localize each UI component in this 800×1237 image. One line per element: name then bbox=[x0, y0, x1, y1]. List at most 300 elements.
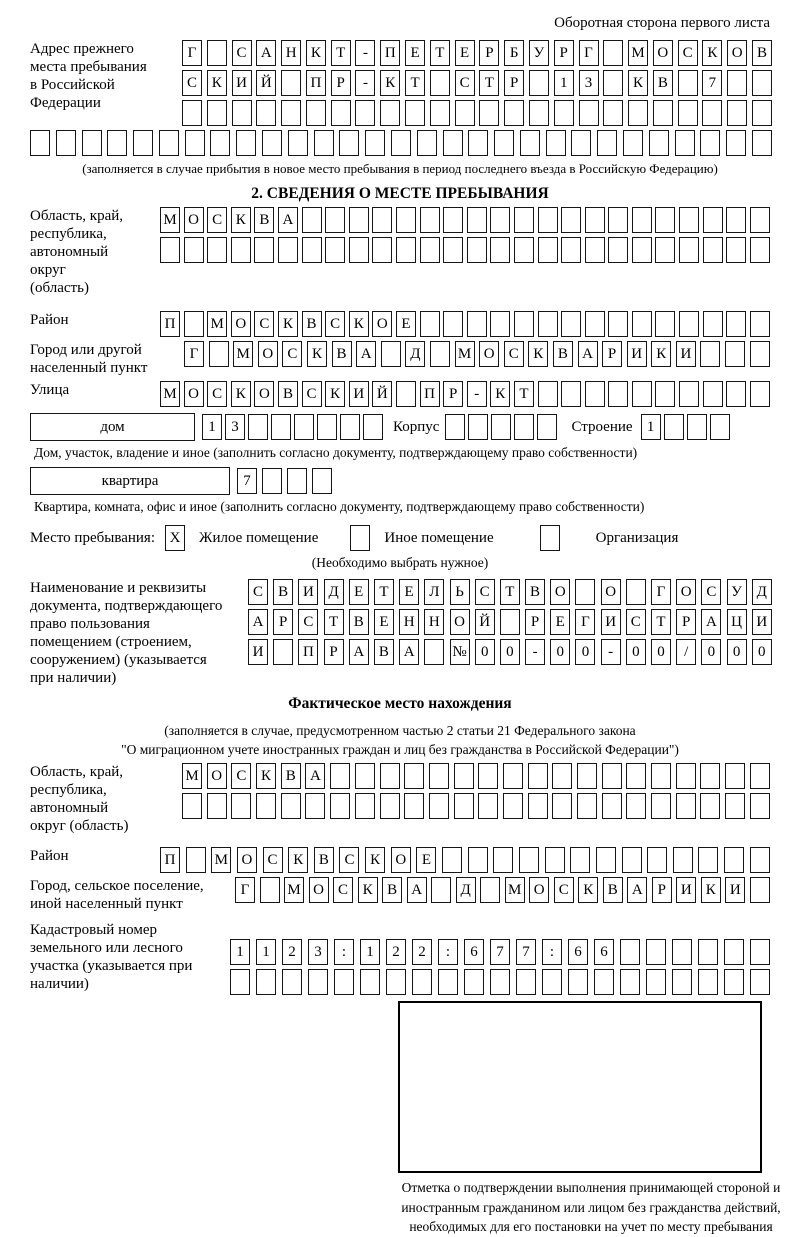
char-box[interactable] bbox=[700, 341, 720, 367]
char-box[interactable] bbox=[490, 237, 510, 263]
char-box[interactable]: А bbox=[356, 341, 376, 367]
char-box[interactable] bbox=[602, 793, 622, 819]
char-box[interactable] bbox=[490, 311, 510, 337]
char-box[interactable] bbox=[479, 100, 499, 126]
char-box[interactable] bbox=[698, 969, 718, 995]
char-box[interactable] bbox=[725, 763, 745, 789]
char-box[interactable]: К bbox=[349, 311, 369, 337]
char-box[interactable]: Т bbox=[514, 381, 534, 407]
char-box[interactable] bbox=[632, 207, 652, 233]
char-box[interactable]: Г bbox=[651, 579, 671, 605]
char-box[interactable] bbox=[503, 793, 523, 819]
char-box[interactable]: В bbox=[525, 579, 545, 605]
char-box[interactable] bbox=[185, 130, 205, 156]
char-box[interactable] bbox=[420, 311, 440, 337]
char-box[interactable] bbox=[561, 311, 581, 337]
char-box[interactable]: М bbox=[284, 877, 304, 903]
char-box[interactable] bbox=[687, 414, 707, 440]
char-box[interactable]: О bbox=[653, 40, 673, 66]
char-box[interactable]: О bbox=[309, 877, 329, 903]
char-box[interactable]: К bbox=[701, 877, 721, 903]
char-box[interactable]: Й bbox=[256, 70, 276, 96]
char-box[interactable] bbox=[577, 763, 597, 789]
char-box[interactable]: А bbox=[256, 40, 276, 66]
char-box[interactable] bbox=[646, 969, 666, 995]
char-box[interactable] bbox=[726, 237, 746, 263]
char-box[interactable]: В bbox=[302, 311, 322, 337]
char-box[interactable] bbox=[107, 130, 127, 156]
char-box[interactable] bbox=[529, 100, 549, 126]
char-box[interactable]: 3 bbox=[225, 414, 245, 440]
char-box[interactable]: Р bbox=[443, 381, 463, 407]
char-box[interactable]: В bbox=[374, 639, 394, 665]
char-box[interactable] bbox=[360, 969, 380, 995]
char-box[interactable] bbox=[404, 763, 424, 789]
char-box[interactable] bbox=[672, 969, 692, 995]
char-box[interactable]: 0 bbox=[727, 639, 747, 665]
char-box[interactable] bbox=[700, 793, 720, 819]
char-box[interactable]: К bbox=[307, 341, 327, 367]
char-box[interactable]: И bbox=[601, 609, 621, 635]
stay-type-checkbox-organization[interactable] bbox=[530, 525, 574, 551]
char-box[interactable] bbox=[672, 939, 692, 965]
char-box[interactable]: 6 bbox=[464, 939, 484, 965]
char-box[interactable] bbox=[623, 130, 643, 156]
char-box[interactable] bbox=[302, 237, 322, 263]
char-box[interactable]: 0 bbox=[651, 639, 671, 665]
char-box[interactable]: Е bbox=[349, 579, 369, 605]
char-box[interactable] bbox=[350, 525, 370, 551]
char-box[interactable] bbox=[262, 130, 282, 156]
char-box[interactable] bbox=[622, 847, 642, 873]
char-box[interactable] bbox=[655, 381, 675, 407]
char-box[interactable] bbox=[585, 381, 605, 407]
char-box[interactable] bbox=[703, 311, 723, 337]
char-box[interactable] bbox=[750, 969, 770, 995]
char-box[interactable] bbox=[596, 847, 616, 873]
char-box[interactable] bbox=[260, 877, 280, 903]
char-box[interactable]: О bbox=[479, 341, 499, 367]
char-box[interactable] bbox=[381, 341, 401, 367]
char-box[interactable]: Т bbox=[430, 40, 450, 66]
char-box[interactable]: 7 bbox=[490, 939, 510, 965]
char-box[interactable]: О bbox=[529, 877, 549, 903]
char-box[interactable] bbox=[186, 847, 206, 873]
char-box[interactable] bbox=[467, 237, 487, 263]
char-box[interactable] bbox=[380, 793, 400, 819]
char-box[interactable]: Р bbox=[273, 609, 293, 635]
char-box[interactable] bbox=[504, 100, 524, 126]
char-box[interactable] bbox=[703, 207, 723, 233]
char-box[interactable] bbox=[281, 100, 301, 126]
char-box[interactable] bbox=[726, 311, 746, 337]
char-box[interactable] bbox=[160, 237, 180, 263]
char-box[interactable]: К bbox=[325, 381, 345, 407]
char-box[interactable] bbox=[404, 793, 424, 819]
char-box[interactable] bbox=[608, 311, 628, 337]
char-box[interactable]: И bbox=[232, 70, 252, 96]
char-box[interactable] bbox=[725, 341, 745, 367]
char-box[interactable]: В bbox=[603, 877, 623, 903]
char-box[interactable] bbox=[727, 70, 747, 96]
char-box[interactable]: Б bbox=[504, 40, 524, 66]
char-box[interactable]: 0 bbox=[701, 639, 721, 665]
char-box[interactable] bbox=[334, 969, 354, 995]
char-box[interactable] bbox=[424, 639, 444, 665]
char-box[interactable]: Р bbox=[479, 40, 499, 66]
char-box[interactable] bbox=[349, 237, 369, 263]
char-box[interactable] bbox=[230, 969, 250, 995]
char-box[interactable] bbox=[726, 130, 746, 156]
char-box[interactable]: : bbox=[542, 939, 562, 965]
char-box[interactable]: Е bbox=[455, 40, 475, 66]
char-box[interactable] bbox=[585, 237, 605, 263]
char-box[interactable]: С bbox=[298, 609, 318, 635]
char-box[interactable]: А bbox=[248, 609, 268, 635]
char-box[interactable] bbox=[514, 237, 534, 263]
char-box[interactable] bbox=[726, 381, 746, 407]
char-box[interactable] bbox=[520, 130, 540, 156]
char-box[interactable]: Р bbox=[676, 609, 696, 635]
char-box[interactable] bbox=[396, 381, 416, 407]
char-box[interactable] bbox=[678, 70, 698, 96]
char-box[interactable]: М bbox=[211, 847, 231, 873]
char-box[interactable] bbox=[519, 847, 539, 873]
char-box[interactable]: Р bbox=[652, 877, 672, 903]
char-box[interactable]: Н bbox=[399, 609, 419, 635]
char-box[interactable] bbox=[182, 100, 202, 126]
char-box[interactable] bbox=[349, 207, 369, 233]
char-box[interactable] bbox=[365, 130, 385, 156]
char-box[interactable] bbox=[676, 793, 696, 819]
char-box[interactable] bbox=[727, 100, 747, 126]
char-box[interactable]: X bbox=[165, 525, 185, 551]
char-box[interactable]: А bbox=[399, 639, 419, 665]
char-box[interactable] bbox=[207, 40, 227, 66]
char-box[interactable]: К bbox=[358, 877, 378, 903]
char-box[interactable]: 3 bbox=[308, 939, 328, 965]
char-box[interactable] bbox=[254, 237, 274, 263]
char-box[interactable] bbox=[248, 414, 268, 440]
char-box[interactable] bbox=[529, 70, 549, 96]
char-box[interactable] bbox=[294, 414, 314, 440]
char-box[interactable]: Р bbox=[554, 40, 574, 66]
char-box[interactable] bbox=[528, 793, 548, 819]
char-box[interactable]: Е bbox=[399, 579, 419, 605]
char-box[interactable] bbox=[391, 130, 411, 156]
char-box[interactable]: Т bbox=[324, 609, 344, 635]
char-box[interactable]: : bbox=[438, 939, 458, 965]
char-box[interactable] bbox=[231, 237, 251, 263]
char-box[interactable] bbox=[30, 130, 50, 156]
char-box[interactable]: 7 bbox=[237, 468, 257, 494]
char-box[interactable]: П bbox=[298, 639, 318, 665]
char-box[interactable] bbox=[273, 639, 293, 665]
char-box[interactable]: Г bbox=[182, 40, 202, 66]
char-box[interactable]: А bbox=[701, 609, 721, 635]
char-box[interactable]: В bbox=[281, 763, 301, 789]
char-box[interactable] bbox=[262, 468, 282, 494]
char-box[interactable]: Т bbox=[374, 579, 394, 605]
char-box[interactable]: Е bbox=[405, 40, 425, 66]
char-box[interactable] bbox=[724, 969, 744, 995]
char-box[interactable] bbox=[330, 763, 350, 789]
char-box[interactable] bbox=[620, 939, 640, 965]
char-box[interactable] bbox=[396, 237, 416, 263]
char-box[interactable] bbox=[538, 381, 558, 407]
char-box[interactable]: Р bbox=[324, 639, 344, 665]
char-box[interactable]: С bbox=[254, 311, 274, 337]
char-box[interactable] bbox=[752, 100, 772, 126]
char-box[interactable] bbox=[698, 939, 718, 965]
char-box[interactable] bbox=[442, 847, 462, 873]
char-box[interactable] bbox=[597, 130, 617, 156]
char-box[interactable] bbox=[443, 311, 463, 337]
char-box[interactable] bbox=[568, 969, 588, 995]
char-box[interactable]: 0 bbox=[752, 639, 772, 665]
char-box[interactable] bbox=[750, 847, 770, 873]
char-box[interactable] bbox=[420, 237, 440, 263]
char-box[interactable]: К bbox=[380, 70, 400, 96]
char-box[interactable] bbox=[608, 381, 628, 407]
char-box[interactable] bbox=[700, 763, 720, 789]
char-box[interactable] bbox=[546, 130, 566, 156]
char-box[interactable]: И bbox=[676, 877, 696, 903]
char-box[interactable] bbox=[330, 793, 350, 819]
char-box[interactable]: В bbox=[553, 341, 573, 367]
char-box[interactable] bbox=[386, 969, 406, 995]
char-box[interactable] bbox=[278, 237, 298, 263]
char-box[interactable] bbox=[750, 311, 770, 337]
char-box[interactable]: 6 bbox=[594, 939, 614, 965]
char-box[interactable] bbox=[703, 381, 723, 407]
char-box[interactable]: К bbox=[651, 341, 671, 367]
char-box[interactable] bbox=[700, 130, 720, 156]
char-box[interactable]: К bbox=[628, 70, 648, 96]
char-box[interactable]: У bbox=[529, 40, 549, 66]
char-box[interactable]: О bbox=[254, 381, 274, 407]
char-box[interactable] bbox=[710, 414, 730, 440]
char-box[interactable] bbox=[678, 100, 698, 126]
char-box[interactable] bbox=[561, 207, 581, 233]
char-box[interactable] bbox=[302, 207, 322, 233]
char-box[interactable] bbox=[209, 341, 229, 367]
char-box[interactable]: Н bbox=[281, 40, 301, 66]
char-box[interactable]: К bbox=[578, 877, 598, 903]
char-box[interactable]: О bbox=[601, 579, 621, 605]
char-box[interactable]: Д bbox=[456, 877, 476, 903]
char-box[interactable]: П bbox=[380, 40, 400, 66]
char-box[interactable] bbox=[594, 969, 614, 995]
char-box[interactable] bbox=[608, 207, 628, 233]
char-box[interactable] bbox=[750, 763, 770, 789]
char-box[interactable]: К bbox=[365, 847, 385, 873]
char-box[interactable] bbox=[655, 311, 675, 337]
char-box[interactable]: С bbox=[325, 311, 345, 337]
char-box[interactable] bbox=[726, 207, 746, 233]
char-box[interactable] bbox=[750, 237, 770, 263]
char-box[interactable]: М bbox=[160, 381, 180, 407]
char-box[interactable] bbox=[380, 763, 400, 789]
char-box[interactable] bbox=[417, 130, 437, 156]
char-box[interactable] bbox=[528, 763, 548, 789]
char-box[interactable] bbox=[538, 207, 558, 233]
char-box[interactable]: О bbox=[184, 381, 204, 407]
char-box[interactable] bbox=[305, 793, 325, 819]
char-box[interactable]: В bbox=[349, 609, 369, 635]
char-box[interactable] bbox=[325, 237, 345, 263]
char-box[interactable] bbox=[454, 763, 474, 789]
char-box[interactable]: 0 bbox=[626, 639, 646, 665]
char-box[interactable]: Й bbox=[475, 609, 495, 635]
char-box[interactable]: К bbox=[278, 311, 298, 337]
char-box[interactable] bbox=[653, 100, 673, 126]
char-box[interactable]: М bbox=[233, 341, 253, 367]
char-box[interactable]: С bbox=[207, 381, 227, 407]
char-box[interactable] bbox=[306, 100, 326, 126]
char-box[interactable] bbox=[724, 939, 744, 965]
char-box[interactable]: Т bbox=[479, 70, 499, 96]
char-box[interactable]: Р bbox=[525, 609, 545, 635]
char-box[interactable] bbox=[655, 237, 675, 263]
char-box[interactable] bbox=[454, 793, 474, 819]
char-box[interactable]: С bbox=[626, 609, 646, 635]
char-box[interactable]: Д bbox=[324, 579, 344, 605]
char-box[interactable]: С bbox=[678, 40, 698, 66]
char-box[interactable] bbox=[552, 793, 572, 819]
char-box[interactable] bbox=[603, 100, 623, 126]
char-box[interactable] bbox=[380, 100, 400, 126]
char-box[interactable] bbox=[608, 237, 628, 263]
char-box[interactable] bbox=[561, 381, 581, 407]
char-box[interactable] bbox=[429, 793, 449, 819]
char-box[interactable]: С bbox=[455, 70, 475, 96]
char-box[interactable] bbox=[210, 130, 230, 156]
char-box[interactable]: Т bbox=[651, 609, 671, 635]
char-box[interactable]: С bbox=[182, 70, 202, 96]
char-box[interactable]: 2 bbox=[282, 939, 302, 965]
char-box[interactable]: В bbox=[254, 207, 274, 233]
char-box[interactable] bbox=[455, 100, 475, 126]
char-box[interactable] bbox=[725, 793, 745, 819]
char-box[interactable]: С bbox=[282, 341, 302, 367]
char-box[interactable]: К bbox=[231, 381, 251, 407]
char-box[interactable] bbox=[468, 130, 488, 156]
char-box[interactable]: А bbox=[578, 341, 598, 367]
char-box[interactable]: М bbox=[505, 877, 525, 903]
char-box[interactable] bbox=[207, 237, 227, 263]
char-box[interactable] bbox=[494, 130, 514, 156]
char-box[interactable]: О bbox=[237, 847, 257, 873]
char-box[interactable]: А bbox=[407, 877, 427, 903]
char-box[interactable]: К bbox=[231, 207, 251, 233]
char-box[interactable]: К bbox=[256, 763, 276, 789]
char-box[interactable] bbox=[750, 793, 770, 819]
char-box[interactable]: Г bbox=[579, 40, 599, 66]
char-box[interactable]: - bbox=[355, 40, 375, 66]
char-box[interactable] bbox=[420, 207, 440, 233]
char-box[interactable]: О bbox=[372, 311, 392, 337]
char-box[interactable] bbox=[256, 793, 276, 819]
char-box[interactable] bbox=[232, 100, 252, 126]
char-box[interactable] bbox=[271, 414, 291, 440]
char-box[interactable]: И bbox=[349, 381, 369, 407]
char-box[interactable]: 0 bbox=[475, 639, 495, 665]
char-box[interactable] bbox=[545, 847, 565, 873]
char-box[interactable]: И bbox=[248, 639, 268, 665]
char-box[interactable]: Е bbox=[374, 609, 394, 635]
char-box[interactable]: 0 bbox=[575, 639, 595, 665]
char-box[interactable] bbox=[443, 130, 463, 156]
char-box[interactable]: О bbox=[727, 40, 747, 66]
char-box[interactable] bbox=[308, 969, 328, 995]
char-box[interactable]: С bbox=[231, 763, 251, 789]
char-box[interactable]: Д bbox=[405, 341, 425, 367]
char-box[interactable]: В bbox=[332, 341, 352, 367]
char-box[interactable] bbox=[405, 100, 425, 126]
char-box[interactable]: И bbox=[627, 341, 647, 367]
char-box[interactable] bbox=[231, 793, 251, 819]
char-box[interactable] bbox=[750, 381, 770, 407]
char-box[interactable] bbox=[679, 207, 699, 233]
char-box[interactable] bbox=[355, 100, 375, 126]
char-box[interactable]: А bbox=[627, 877, 647, 903]
char-box[interactable]: Е bbox=[550, 609, 570, 635]
char-box[interactable] bbox=[288, 130, 308, 156]
char-box[interactable]: В bbox=[314, 847, 334, 873]
char-box[interactable]: К bbox=[490, 381, 510, 407]
char-box[interactable]: О bbox=[450, 609, 470, 635]
char-box[interactable] bbox=[698, 847, 718, 873]
char-box[interactable]: Г bbox=[184, 341, 204, 367]
char-box[interactable] bbox=[649, 130, 669, 156]
char-box[interactable]: 1 bbox=[554, 70, 574, 96]
char-box[interactable] bbox=[339, 130, 359, 156]
char-box[interactable] bbox=[675, 130, 695, 156]
char-box[interactable]: П bbox=[160, 847, 180, 873]
char-box[interactable] bbox=[464, 969, 484, 995]
char-box[interactable] bbox=[314, 130, 334, 156]
char-box[interactable] bbox=[478, 793, 498, 819]
char-box[interactable]: К bbox=[288, 847, 308, 873]
char-box[interactable]: № bbox=[450, 639, 470, 665]
char-box[interactable]: П bbox=[160, 311, 180, 337]
char-box[interactable]: 1 bbox=[360, 939, 380, 965]
char-box[interactable] bbox=[331, 100, 351, 126]
char-box[interactable]: 7 bbox=[702, 70, 722, 96]
char-box[interactable] bbox=[430, 70, 450, 96]
char-box[interactable] bbox=[655, 207, 675, 233]
char-box[interactable] bbox=[651, 763, 671, 789]
char-box[interactable] bbox=[281, 793, 301, 819]
char-box[interactable] bbox=[603, 40, 623, 66]
char-box[interactable]: С bbox=[333, 877, 353, 903]
char-box[interactable] bbox=[579, 100, 599, 126]
char-box[interactable]: И bbox=[676, 341, 696, 367]
char-box[interactable]: 1 bbox=[641, 414, 661, 440]
char-box[interactable]: С bbox=[701, 579, 721, 605]
char-box[interactable] bbox=[182, 793, 202, 819]
char-box[interactable] bbox=[82, 130, 102, 156]
char-box[interactable]: С bbox=[302, 381, 322, 407]
char-box[interactable] bbox=[430, 341, 450, 367]
char-box[interactable]: У bbox=[727, 579, 747, 605]
char-box[interactable] bbox=[632, 381, 652, 407]
char-box[interactable] bbox=[626, 579, 646, 605]
char-box[interactable]: Т bbox=[405, 70, 425, 96]
char-box[interactable] bbox=[577, 793, 597, 819]
char-box[interactable] bbox=[626, 793, 646, 819]
